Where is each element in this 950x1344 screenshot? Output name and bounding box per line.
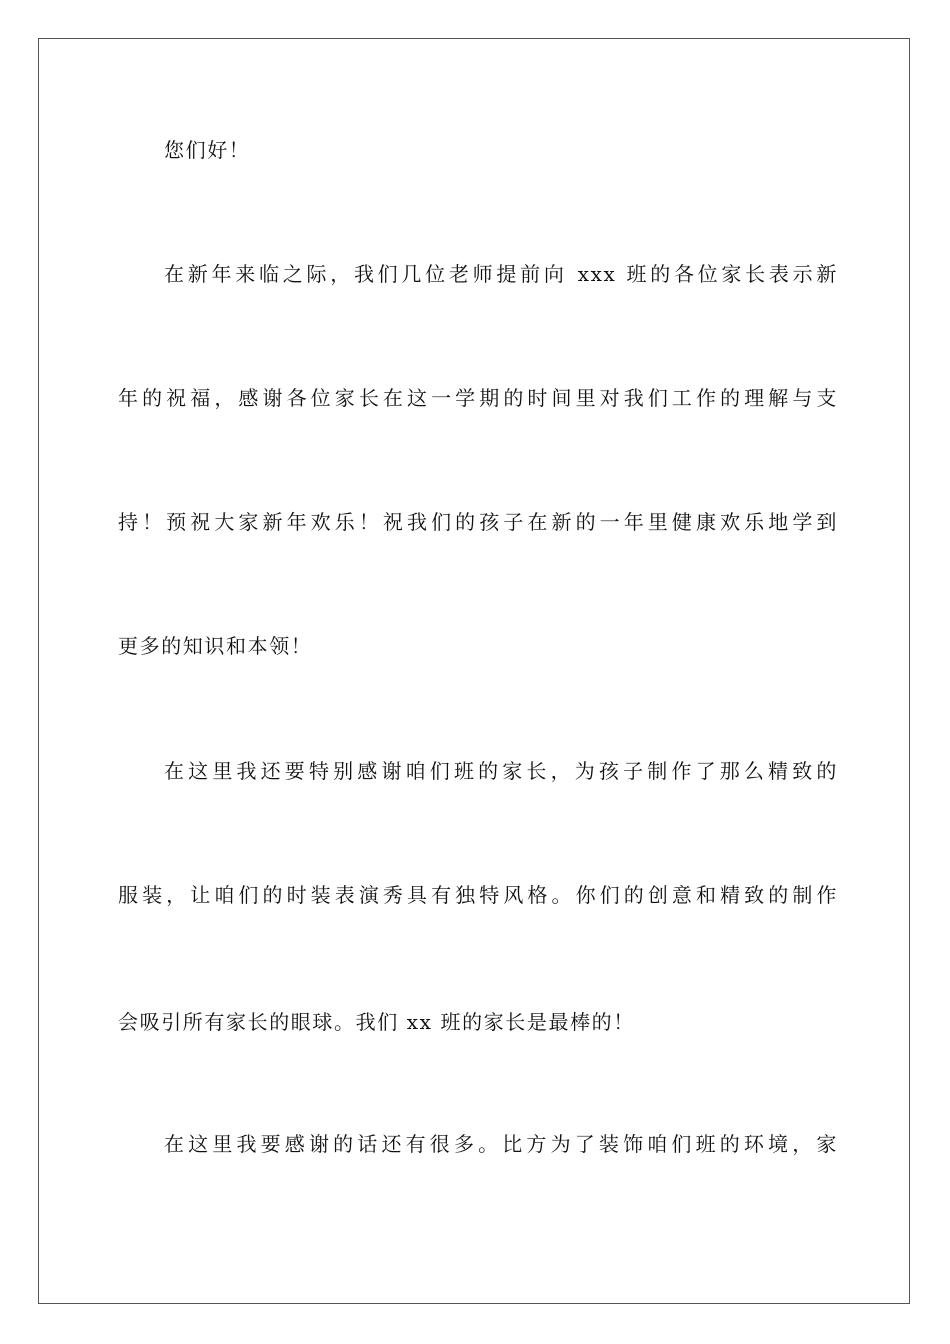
page-frame — [38, 38, 910, 1304]
paragraph-2-line-3: 会吸引所有家长的眼球。我们 xx 班的家长是最棒的！ — [118, 1010, 635, 1034]
paragraph-3-line-1: 在这里我要感谢的话还有很多。比方为了装饰咱们班的环境，家 — [164, 1132, 838, 1156]
paragraph-2-line-1: 在这里我还要特别感谢咱们班的家长，为孩子制作了那么精致的 — [164, 759, 838, 783]
greeting-line: 您们好！ — [164, 138, 251, 162]
paragraph-1-line-4: 更多的知识和本领！ — [118, 634, 313, 658]
paragraph-2-line-2: 服装，让咱们的时装表演秀具有独特风格。你们的创意和精致的制作 — [118, 883, 838, 907]
paragraph-1-line-2: 年的祝福，感谢各位家长在这一学期的时间里对我们工作的理解与支 — [118, 386, 838, 410]
paragraph-1-line-3: 持！预祝大家新年欢乐！祝我们的孩子在新的一年里健康欢乐地学到 — [118, 510, 838, 534]
paragraph-1-line-1: 在新年来临之际，我们几位老师提前向 xxx 班的各位家长表示新 — [164, 262, 838, 286]
